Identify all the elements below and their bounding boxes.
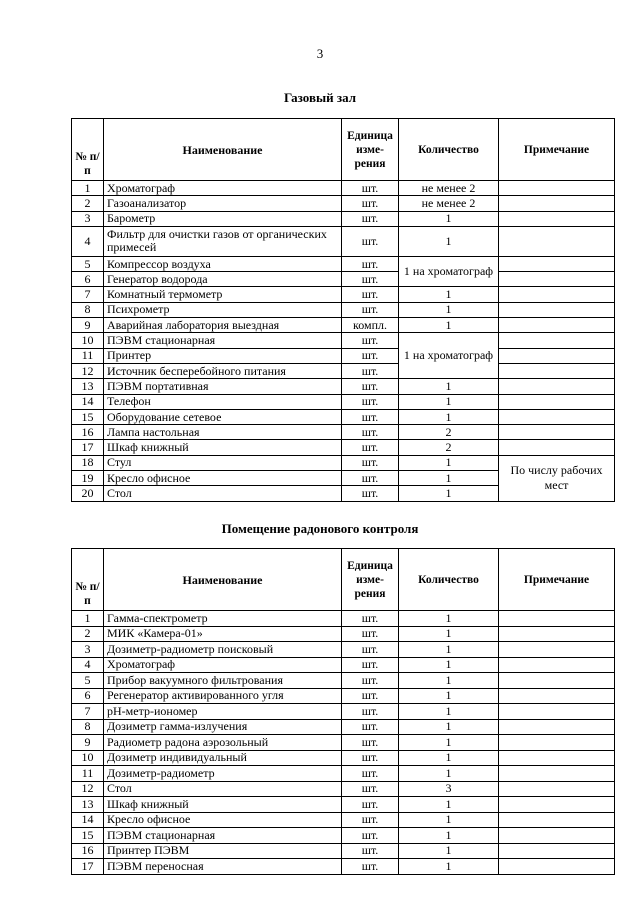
section-title-gas-hall: Газовый зал [284,90,356,105]
table-row [72,797,615,813]
item-note [499,425,615,440]
table-row [72,735,615,751]
item-quantity: 1 [399,394,499,409]
item-quantity: 1 [399,719,499,735]
item-unit: шт. [342,348,399,363]
row-number: 2 [72,196,104,211]
item-name: Фильтр для очистки газов от органических примесей [104,226,342,256]
item-name: ПЭВМ стационарная [104,333,342,348]
item-quantity: 1 [399,642,499,658]
item-name: Стол [104,486,342,501]
row-number: 4 [72,657,104,673]
row-number: 5 [72,256,104,271]
item-unit: шт. [342,611,399,627]
header-qty: Количество [399,119,499,181]
item-unit: шт. [342,859,399,875]
row-number: 16 [72,425,104,440]
item-quantity: 1 [399,704,499,720]
header-unit: Единица изме-рения [342,549,399,611]
table-row [72,642,615,658]
row-number: 17 [72,440,104,455]
item-note [499,657,615,673]
item-note [499,812,615,828]
table-row [72,750,615,766]
row-number: 5 [72,673,104,689]
item-quantity: не менее 2 [399,196,499,211]
item-name: Шкаф книжный [104,797,342,813]
item-quantity: не менее 2 [399,181,499,196]
item-note [499,363,615,378]
item-unit: компл. [342,318,399,333]
item-name: Прибор вакуумного фильтрования [104,673,342,689]
item-name: ПЭВМ переносная [104,859,342,875]
item-quantity: 1 [399,318,499,333]
item-note [499,673,615,689]
item-unit: шт. [342,394,399,409]
item-note [499,642,615,658]
item-note [499,440,615,455]
row-number: 19 [72,471,104,486]
table-row [72,859,615,875]
table-row [72,302,615,317]
table-row [72,673,615,689]
table-row [72,348,615,363]
item-note [499,196,615,211]
row-number: 1 [72,611,104,627]
section-title-radon-room: Помещение радонового контроля [221,521,419,536]
item-name: ПЭВМ портативная [104,379,342,394]
item-unit: шт. [342,735,399,751]
item-name: Кресло офисное [104,471,342,486]
table-row [72,379,615,394]
item-note [499,272,615,287]
row-number: 13 [72,797,104,813]
item-name: Лампа настольная [104,425,342,440]
item-note [499,859,615,875]
item-unit: шт. [342,440,399,455]
table-row [72,812,615,828]
header-note: Примечание [499,119,615,181]
item-quantity: 1 [399,611,499,627]
row-number: 10 [72,333,104,348]
row-number: 3 [72,642,104,658]
row-number: 12 [72,781,104,797]
item-unit: шт. [342,626,399,642]
item-name: Шкаф книжный [104,440,342,455]
row-number: 9 [72,735,104,751]
item-quantity: 1 [399,735,499,751]
item-unit: шт. [342,657,399,673]
item-quantity: 1 [399,812,499,828]
item-name: Хроматограф [104,657,342,673]
header-name: Наименование [104,549,342,611]
item-name: Регенератор активированного угля [104,688,342,704]
table-row [72,363,615,378]
table-row [72,657,615,673]
item-note [499,181,615,196]
item-quantity: 1 [399,211,499,226]
item-unit: шт. [342,486,399,501]
row-number: 6 [72,272,104,287]
item-note [499,843,615,859]
item-note [499,766,615,782]
table-row [72,256,615,271]
table-row [72,766,615,782]
header-name: Наименование [104,119,342,181]
row-number: 15 [72,828,104,844]
item-quantity: 1 [399,688,499,704]
item-quantity: 1 [399,750,499,766]
item-note [499,688,615,704]
item-quantity: 1 [399,471,499,486]
table-row [72,440,615,455]
item-quantity: 1 [399,673,499,689]
table-row [72,611,615,627]
item-note [499,211,615,226]
row-number: 18 [72,455,104,470]
item-note [499,318,615,333]
item-note [499,750,615,766]
item-quantity: 1 [399,843,499,859]
table-row [72,226,615,256]
item-note [499,333,615,348]
item-name: Дозиметр-радиометр поисковый [104,642,342,658]
table-row [72,626,615,642]
row-number: 9 [72,318,104,333]
row-number: 12 [72,363,104,378]
item-name: Источник бесперебойного питания [104,363,342,378]
header-note: Примечание [499,549,615,611]
item-note [499,626,615,642]
table-row [72,688,615,704]
item-name: Комнатный термометр [104,287,342,302]
item-name: Газоанализатор [104,196,342,211]
item-quantity: 1 [399,302,499,317]
item-unit: шт. [342,363,399,378]
item-note [499,394,615,409]
item-name: Принтер [104,348,342,363]
table-row [72,704,615,720]
item-note [499,302,615,317]
item-quantity: 2 [399,425,499,440]
item-quantity: 2 [399,440,499,455]
item-note [499,781,615,797]
table-row [72,719,615,735]
item-unit: шт. [342,688,399,704]
row-number: 20 [72,486,104,501]
header-unit: Единица изме-рения [342,119,399,181]
table-row [72,828,615,844]
row-number: 15 [72,409,104,424]
item-note [499,256,615,271]
item-quantity: 1 [399,828,499,844]
item-unit: шт. [342,828,399,844]
item-unit: шт. [342,642,399,658]
equipment-table-radon-room [71,548,615,875]
table-row [72,318,615,333]
row-number: 14 [72,812,104,828]
row-number: 11 [72,348,104,363]
item-quantity: 1 [399,409,499,424]
item-note [499,409,615,424]
item-unit: шт. [342,211,399,226]
item-unit: шт. [342,719,399,735]
item-note [499,704,615,720]
item-note [499,226,615,256]
header-qty: Количество [399,549,499,611]
item-unit: шт. [342,750,399,766]
item-unit: шт. [342,843,399,859]
item-unit: шт. [342,766,399,782]
item-unit: шт. [342,781,399,797]
item-name: Стул [104,455,342,470]
table-row [72,394,615,409]
item-name: Хроматограф [104,181,342,196]
item-name: Принтер ПЭВМ [104,843,342,859]
item-name: МИК «Камера-01» [104,626,342,642]
item-name: Компрессор воздуха [104,256,342,271]
item-note [499,348,615,363]
row-number: 6 [72,688,104,704]
row-number: 13 [72,379,104,394]
item-quantity: 1 [399,379,499,394]
item-quantity: 1 [399,657,499,673]
row-number: 2 [72,626,104,642]
item-name: Телефон [104,394,342,409]
table-row [72,272,615,287]
item-quantity: 1 [399,226,499,256]
item-unit: шт. [342,256,399,271]
item-unit: шт. [342,409,399,424]
row-number: 8 [72,719,104,735]
item-unit: шт. [342,673,399,689]
item-name: Дозиметр гамма-излучения [104,719,342,735]
item-unit: шт. [342,812,399,828]
item-note [499,287,615,302]
item-unit: шт. [342,704,399,720]
item-note [499,379,615,394]
item-name: Кресло офисное [104,812,342,828]
item-unit: шт. [342,226,399,256]
table-row [72,843,615,859]
row-number: 10 [72,750,104,766]
item-name: Дозиметр-радиометр [104,766,342,782]
item-unit: шт. [342,379,399,394]
item-quantity: 1 на хроматограф [399,333,499,379]
item-name: ПЭВМ стационарная [104,828,342,844]
table-row [72,409,615,424]
page-number: 3 [316,46,324,61]
equipment-table-gas-hall [71,118,615,502]
row-number: 1 [72,181,104,196]
row-number: 8 [72,302,104,317]
item-unit: шт. [342,333,399,348]
item-note: По числу рабочих мест [499,455,615,501]
item-unit: шт. [342,471,399,486]
item-name: Барометр [104,211,342,226]
item-note [499,611,615,627]
row-number: 7 [72,287,104,302]
item-unit: шт. [342,302,399,317]
item-quantity: 3 [399,781,499,797]
item-name: Оборудование сетевое [104,409,342,424]
row-number: 11 [72,766,104,782]
item-quantity: 1 на хроматограф [399,256,499,287]
item-unit: шт. [342,196,399,211]
table-row [72,425,615,440]
table-row [72,781,615,797]
item-name: Стол [104,781,342,797]
item-quantity: 1 [399,455,499,470]
item-note [499,719,615,735]
item-name: Дозиметр индивидуальный [104,750,342,766]
table-row [72,333,615,348]
row-number: 17 [72,859,104,875]
table-row [72,287,615,302]
item-quantity: 1 [399,859,499,875]
item-name: Психрометр [104,302,342,317]
row-number: 7 [72,704,104,720]
item-quantity: 1 [399,797,499,813]
item-unit: шт. [342,272,399,287]
row-number: 16 [72,843,104,859]
header-num: № п/п [72,549,104,611]
item-quantity: 1 [399,766,499,782]
table-row [72,455,615,470]
row-number: 4 [72,226,104,256]
item-note [499,797,615,813]
table-row [72,181,615,196]
row-number: 3 [72,211,104,226]
item-quantity: 1 [399,287,499,302]
table-row [72,196,615,211]
item-note [499,828,615,844]
row-number: 14 [72,394,104,409]
item-note [499,735,615,751]
item-name: рН-метр-иономер [104,704,342,720]
item-unit: шт. [342,797,399,813]
item-name: Гамма-спектрометр [104,611,342,627]
item-name: Аварийная лаборатория выездная [104,318,342,333]
item-unit: шт. [342,287,399,302]
item-unit: шт. [342,425,399,440]
item-name: Генератор водорода [104,272,342,287]
item-quantity: 1 [399,486,499,501]
item-name: Радиометр радона аэрозольный [104,735,342,751]
item-quantity: 1 [399,626,499,642]
header-num: № п/п [72,119,104,181]
table-row [72,211,615,226]
item-unit: шт. [342,455,399,470]
item-unit: шт. [342,181,399,196]
